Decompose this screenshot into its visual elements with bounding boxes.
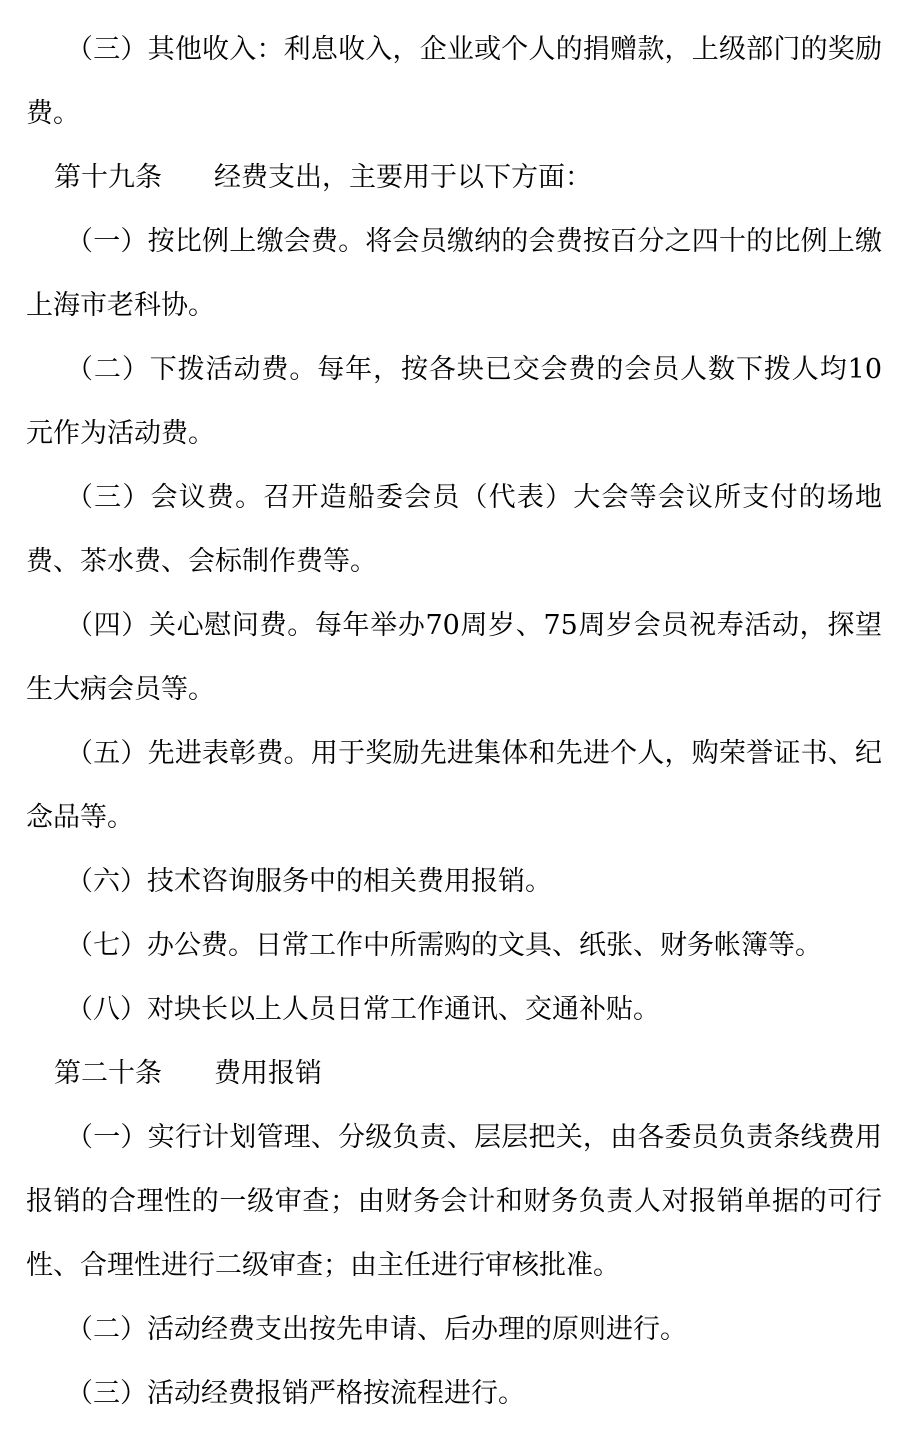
document-page: [26, 18, 882, 1426]
paragraph-reimburse-1: （一）实行计划管理、分级负责、层层把关，由各委员负责条线费用报销的合理性的一级审查；由财务会计和财务负责人对报销单据的可行性、合理性进行二级审查；由主任进行审核批准。: [26, 1122, 882, 1281]
article-title: 经费支出，主要用于以下方面：: [214, 162, 592, 193]
paragraph-expense-3: （三）会议费。召开造船委会员（代表）大会等会议所支付的场地费、茶水费、会标制作费等。: [26, 482, 882, 577]
paragraph-expense-5: （五）先进表彰费。用于奖励先进集体和先进个人，购荣誉证书、纪念品等。: [26, 738, 882, 833]
paragraph-expense-2: （二）下拨活动费。每年，按各块已交会费的会员人数下拨人均10元作为活动费。: [26, 354, 882, 449]
paragraph-expense-6: （六）技术咨询服务中的相关费用报销。: [66, 866, 552, 897]
paragraph-reimburse-3: （三）活动经费报销严格按流程进行。: [66, 1378, 525, 1409]
paragraph-expense-4: （四）关心慰问费。每年举办70周岁、75周岁会员祝寿活动，探望生大病会员等。: [26, 610, 882, 705]
article-number: 第十九条: [54, 162, 162, 193]
article-19-heading: [26, 146, 882, 210]
paragraph-expense-1: （一）按比例上缴会费。将会员缴纳的会费按百分之四十的比例上缴上海市老科协。: [26, 226, 882, 321]
paragraph-expense-7: （七）办公费。日常工作中所需购的文具、纸张、财务帐簿等。: [66, 930, 822, 961]
article-20-heading: [26, 1042, 882, 1106]
article-number: 第二十条: [54, 1058, 162, 1089]
paragraph-reimburse-2: （二）活动经费支出按先申请、后办理的原则进行。: [66, 1314, 687, 1345]
paragraph-other-income: （三）其他收入：利息收入，企业或个人的捐赠款，上级部门的奖励费。: [26, 34, 882, 129]
article-title: 费用报销: [214, 1058, 322, 1089]
paragraph-expense-8: （八）对块长以上人员日常工作通讯、交通补贴。: [66, 994, 660, 1025]
